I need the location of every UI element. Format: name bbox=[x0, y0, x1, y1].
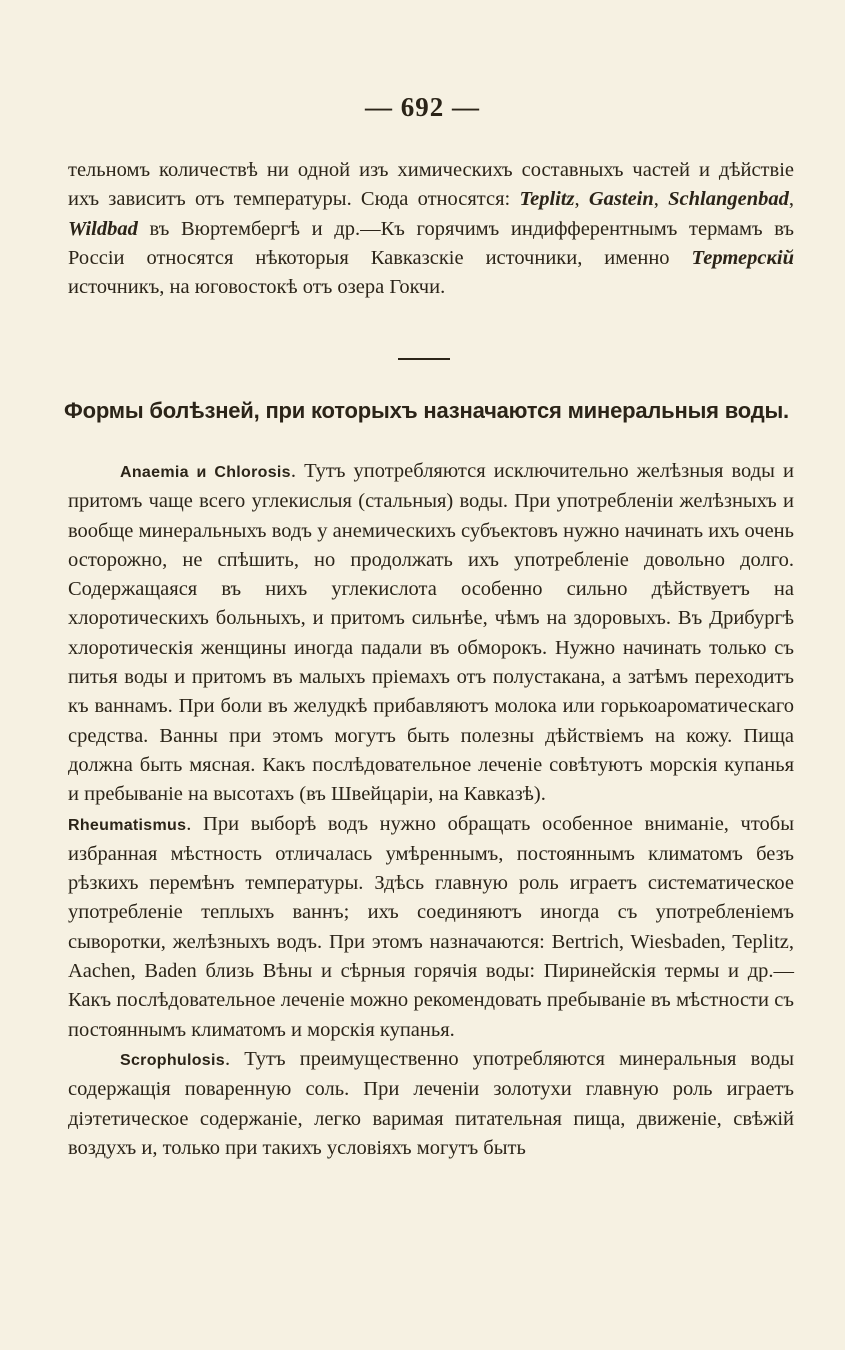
intro-paragraph bbox=[68, 156, 794, 302]
section-heading: Формы болѣзней, при которыхъ назначаются минеральныя воды. bbox=[64, 398, 789, 423]
paragraph-anaemia bbox=[68, 457, 794, 810]
disease-term: Scrophulosis bbox=[120, 1051, 225, 1069]
disease-term: Anaemia и Chlorosis bbox=[120, 464, 291, 481]
intro-text-part1: тельномъ количествѣ ни одной изъ химическихъ составныхъ частей и дѣйствіе ихъ зависитъ отъ температуры. Сюда относятся: bbox=[68, 159, 794, 211]
separator: , bbox=[653, 188, 669, 211]
place-name: Schlangenbad bbox=[668, 188, 789, 211]
place-name: Wildbad bbox=[68, 217, 138, 240]
page-number: — 692 — bbox=[365, 92, 480, 122]
article-body bbox=[68, 457, 794, 1163]
intro-text-part3: источникъ, на юговостокѣ отъ озера Гокчи. bbox=[68, 276, 446, 299]
separator: , bbox=[788, 188, 795, 211]
disease-term: Rheumatismus bbox=[68, 816, 187, 834]
intro-text-part2: въ Вюртембергѣ и др.—Къ горячимъ индифферентнымъ термамъ въ Россіи относятся нѣкоторыя Кавказскіе источники, именно bbox=[68, 217, 794, 269]
paragraph-text: . Тутъ преимущественно употребляются минеральныя воды содержащія поваренную соль. При леченіи золотухи главную роль играетъ діэтетическое содержаніе, легко варимая питательная пища, движеніе, свѣжій воздухъ и, только при такихъ условіяхъ могутъ быть bbox=[68, 1047, 794, 1159]
section-divider bbox=[398, 358, 450, 360]
paragraph-rheumatismus bbox=[68, 810, 794, 1045]
separator: , bbox=[574, 188, 589, 211]
place-name: Тертерскій bbox=[691, 246, 794, 269]
place-name: Teplitz bbox=[519, 188, 575, 211]
place-name: Gastein bbox=[588, 188, 654, 211]
paragraph-scrophulosis bbox=[68, 1045, 794, 1163]
paragraph-text: . При выборѣ водъ нужно обращать особенное вниманіе, чтобы избранная мѣстность отличалась умѣреннымъ, постояннымъ климатомъ безъ рѣзкихъ перемѣнъ температуры. Здѣсь главную роль играетъ систематическое употребленіе теплыхъ ваннъ; ихъ соединяютъ иногда съ употребленіемъ сыворотки, желѣзныхъ водъ. При этомъ назначаются: Bertrich, Wiesbaden, Teplitz, Aachen, Baden близь Вѣны и сѣрныя горячія воды: Пиринейскія термы и др.—Какъ послѣдовательное леченіе можно рекомендовать пребываніе въ мѣстности съ постояннымъ климатомъ и морскія купанья. bbox=[68, 812, 794, 1041]
paragraph-text: . Тутъ употребляются исключительно желѣзныя воды и притомъ чаще всего углекислыя (стальныя) воды. При употребленіи желѣзныхъ и вообще минеральныхъ водъ у анемическихъ субъектовъ нужно начинать ихъ очень осторожно, не спѣшить, но продолжать ихъ употребленіе довольно долго. Содержащаяся въ нихъ углекислота особенно сильно дѣйствуетъ на хлоротическихъ больныхъ, и притомъ сильнѣе, чѣмъ на здоровыхъ. Въ Дрибургѣ хлоротическія женщины иногда падали въ обморокъ. Нужно начинать только съ питья воды и притомъ въ малыхъ пріемахъ отъ полустакана, а затѣмъ переходитъ къ ваннамъ. При боли въ желудкѣ прибавляютъ молока или горькоароматическаго средства. Ванны при этомъ могутъ быть полезны дѣйствіемъ на кожу. Пища должна быть мясная. Какъ послѣдовательное леченіе совѣтуютъ морскія купанья и пребываніе на высотахъ (въ Швейцаріи, на Кавказѣ). bbox=[68, 460, 794, 806]
